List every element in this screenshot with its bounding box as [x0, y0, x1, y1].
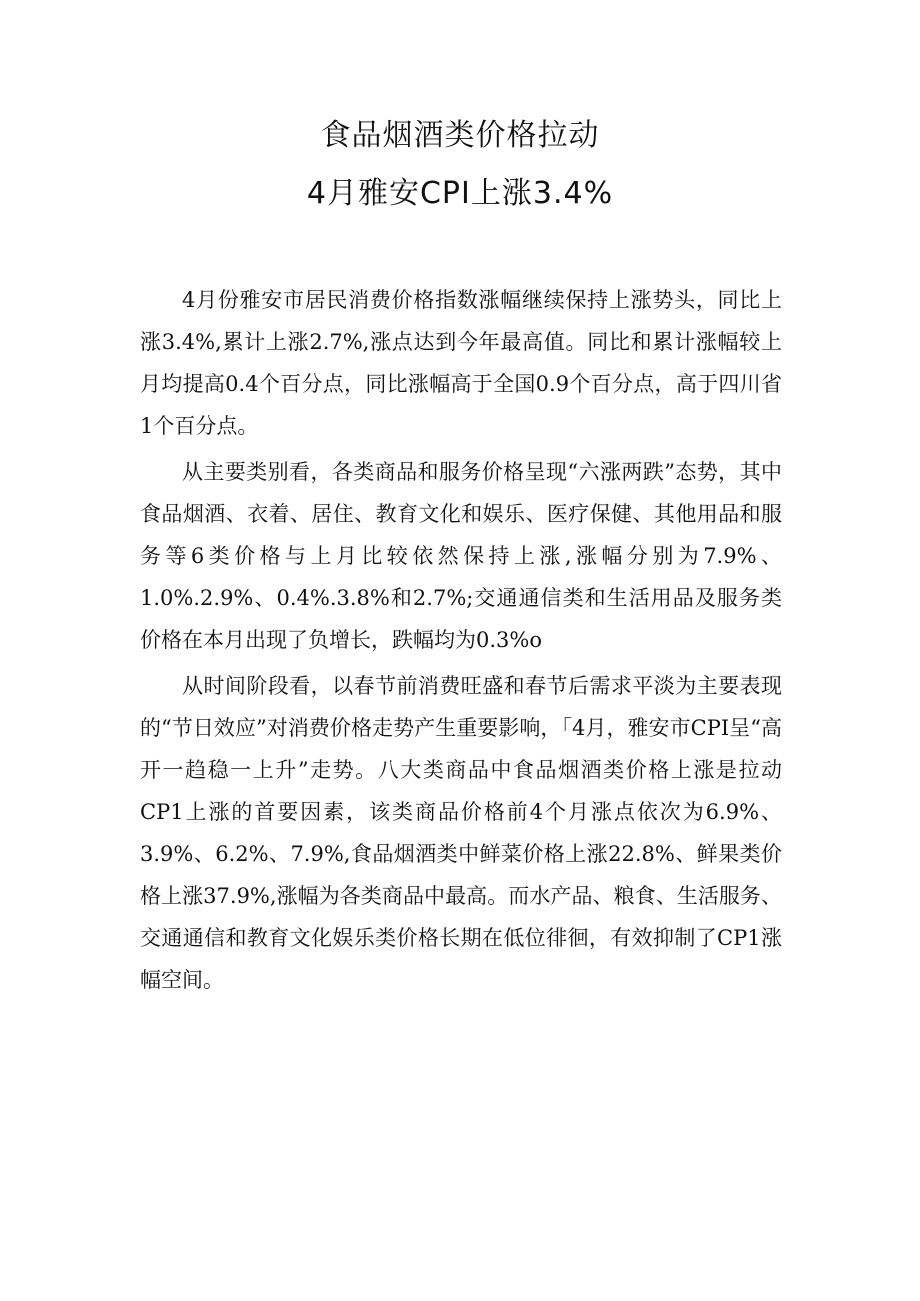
paragraph-1: 4月份雅安市居民消费价格指数涨幅继续保持上涨势头，同比上涨3.4%,累计上涨2.7%,涨点达到今年最高值。同比和累计涨幅较上月均提高0.4个百分点，同比涨幅高于全国0.9个百分点，高于四川省1个百分点。	[140, 288, 782, 438]
title-line-1: 食品烟酒类价格拉动	[320, 118, 600, 153]
paragraph-3: 从时间阶段看，以春节前消费旺盛和春节后需求平淡为主要表现的“节日效应”对消费价格走势产生重要影响，「4月，雅安市CPI呈“高开一趋稳一上升”走势。八大类商品中食品烟酒类价格上涨是拉动CP1上涨的首要因素，该类商品价格前4个月涨点依次为6.9%、3.9%、6.2%、7.9%,食品烟酒类中鲜菜价格上涨22.8%、鲜果类价格上涨37.9%,涨幅为各类商品中最高。而水产品、粮食、生活服务、交通通信和教育文化娱乐类价格长期在低位徘徊，有效抑制了CP1涨幅空间。	[140, 674, 782, 992]
title-line-2: 4月雅安CPI上涨3.4%	[306, 176, 614, 211]
paragraph-2: 从主要类别看，各类商品和服务价格呈现“六涨两跌”态势，其中食品烟酒、衣着、居住、教育文化和娱乐、医疗保健、其他用品和服务等6类价格与上月比较依然保持上涨,涨幅分别为7.9%、1.0%.2.9%、0.4%.3.8%和2.7%;交通通信类和生活用品及服务类价格在本月出现了负增长，跌幅均为0.3%o	[140, 460, 782, 652]
